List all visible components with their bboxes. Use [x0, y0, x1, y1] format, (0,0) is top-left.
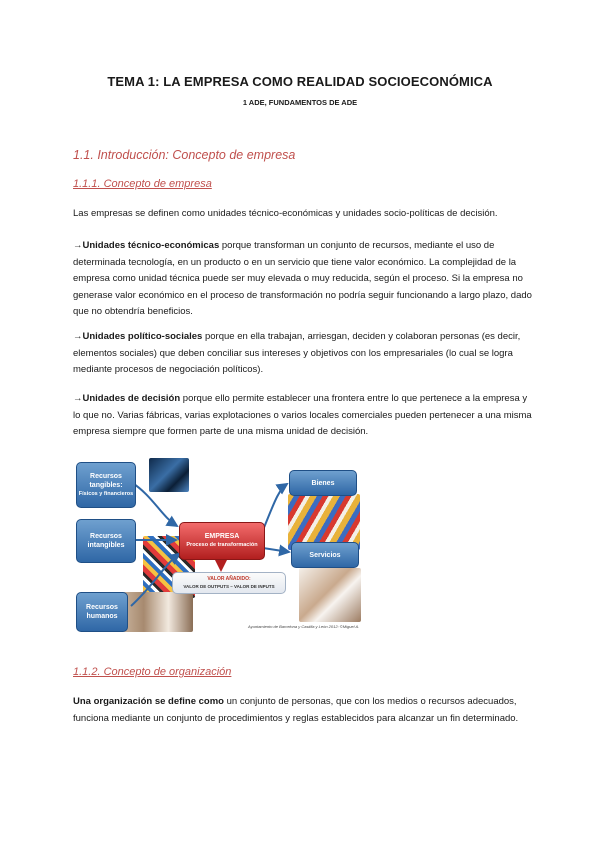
- valor-title: VALOR AÑADIDO:: [207, 576, 251, 582]
- recursos-humanos-box: Recursos humanos: [76, 592, 128, 632]
- tangibles-sub: Físicos y financieros: [78, 490, 134, 497]
- bienes-box: Bienes: [289, 470, 357, 496]
- arrow-icon: →: [73, 393, 83, 404]
- paragraph-organizacion: [73, 694, 533, 727]
- arrow-icon: →: [73, 240, 83, 251]
- term-politico-sociales: Unidades político-sociales: [82, 331, 203, 342]
- document-subtitle: 1 ADE, FUNDAMENTOS DE ADE: [242, 98, 358, 107]
- empresa-diagram: [73, 456, 365, 634]
- valor-sub: VALOR DE OUTPUTS – VALOR DE INPUTS: [183, 584, 275, 589]
- term-decision: Unidades de decisión: [82, 393, 181, 404]
- intro-paragraph: Las empresas se definen como unidades técnico-económicas y unidades socio-políticas de decisión.: [73, 208, 498, 219]
- document-title: TEMA 1: LA EMPRESA COMO REALIDAD SOCIOECONÓMICA: [107, 74, 493, 89]
- recursos-tangibles-box: [76, 462, 136, 508]
- servicios-box: Servicios: [291, 542, 359, 568]
- term-tecnico-economicas: Unidades técnico-económicas: [82, 240, 220, 251]
- definition-text: porque ello permite establecer una frontera entre lo que pertenece a la empresa y lo que no. Varias fábricas, varias explotaciones o varios locales comerciales pueden pertenecer a una misma empresa siempre que formen parte de una misma unidad de decisión.: [73, 393, 532, 437]
- definition-text: porque transforman un conjunto de recursos, mediante el uso de determinada tecnología, en un producto o en un servicio que tiene valor económico. La complejidad de la empresa como unidad técnica puede ser muy elevada o muy reducida, según el proceso. Si la empresa no generase valor económico en el proceso de transformación no podría seguir funcionando a largo plazo, dado que no obtendría beneficios.: [73, 240, 532, 317]
- empresa-title: EMPRESA: [204, 533, 240, 540]
- tangibles-title: Recursos tangibles:: [89, 472, 123, 489]
- valor-anadido-box: [172, 572, 286, 594]
- section-heading: 1.1. Introducción: Concepto de empresa: [73, 148, 296, 162]
- subsection-heading-organizacion: 1.1.2. Concepto de organización: [73, 666, 232, 678]
- definition-text: un conjunto de personas, que con los medios o recursos adecuados, funciona mediante un conjunto de procedimientos y reglas establecidos para alcanzar un fin determinado.: [73, 696, 519, 724]
- arrow-icon: →: [73, 331, 83, 342]
- recursos-intangibles-box: Recursos intangibles: [76, 519, 136, 563]
- subsection-heading-empresa: 1.1.1. Concepto de empresa: [73, 178, 212, 190]
- paragraph-tecnico-economicas: [73, 238, 533, 321]
- term-organizacion: Una organización se define como: [73, 696, 224, 707]
- empresa-sub: Proceso de transformación: [186, 542, 258, 548]
- empresa-box: [179, 522, 265, 560]
- paragraph-decision: [73, 391, 533, 441]
- image-credit: Ayuntamiento de Barcelona y Castilla y León 2012: ©Miguel A.: [248, 624, 360, 629]
- definition-text: porque en ella trabajan, arriesgan, deciden y colaboran personas (es decir, elementos sociales) que deben conciliar sus intereses y objetivos con los empresariales (lo cual se logra mediante procesos de negociación políticos).: [73, 331, 521, 375]
- paragraph-politico-sociales: [73, 329, 533, 379]
